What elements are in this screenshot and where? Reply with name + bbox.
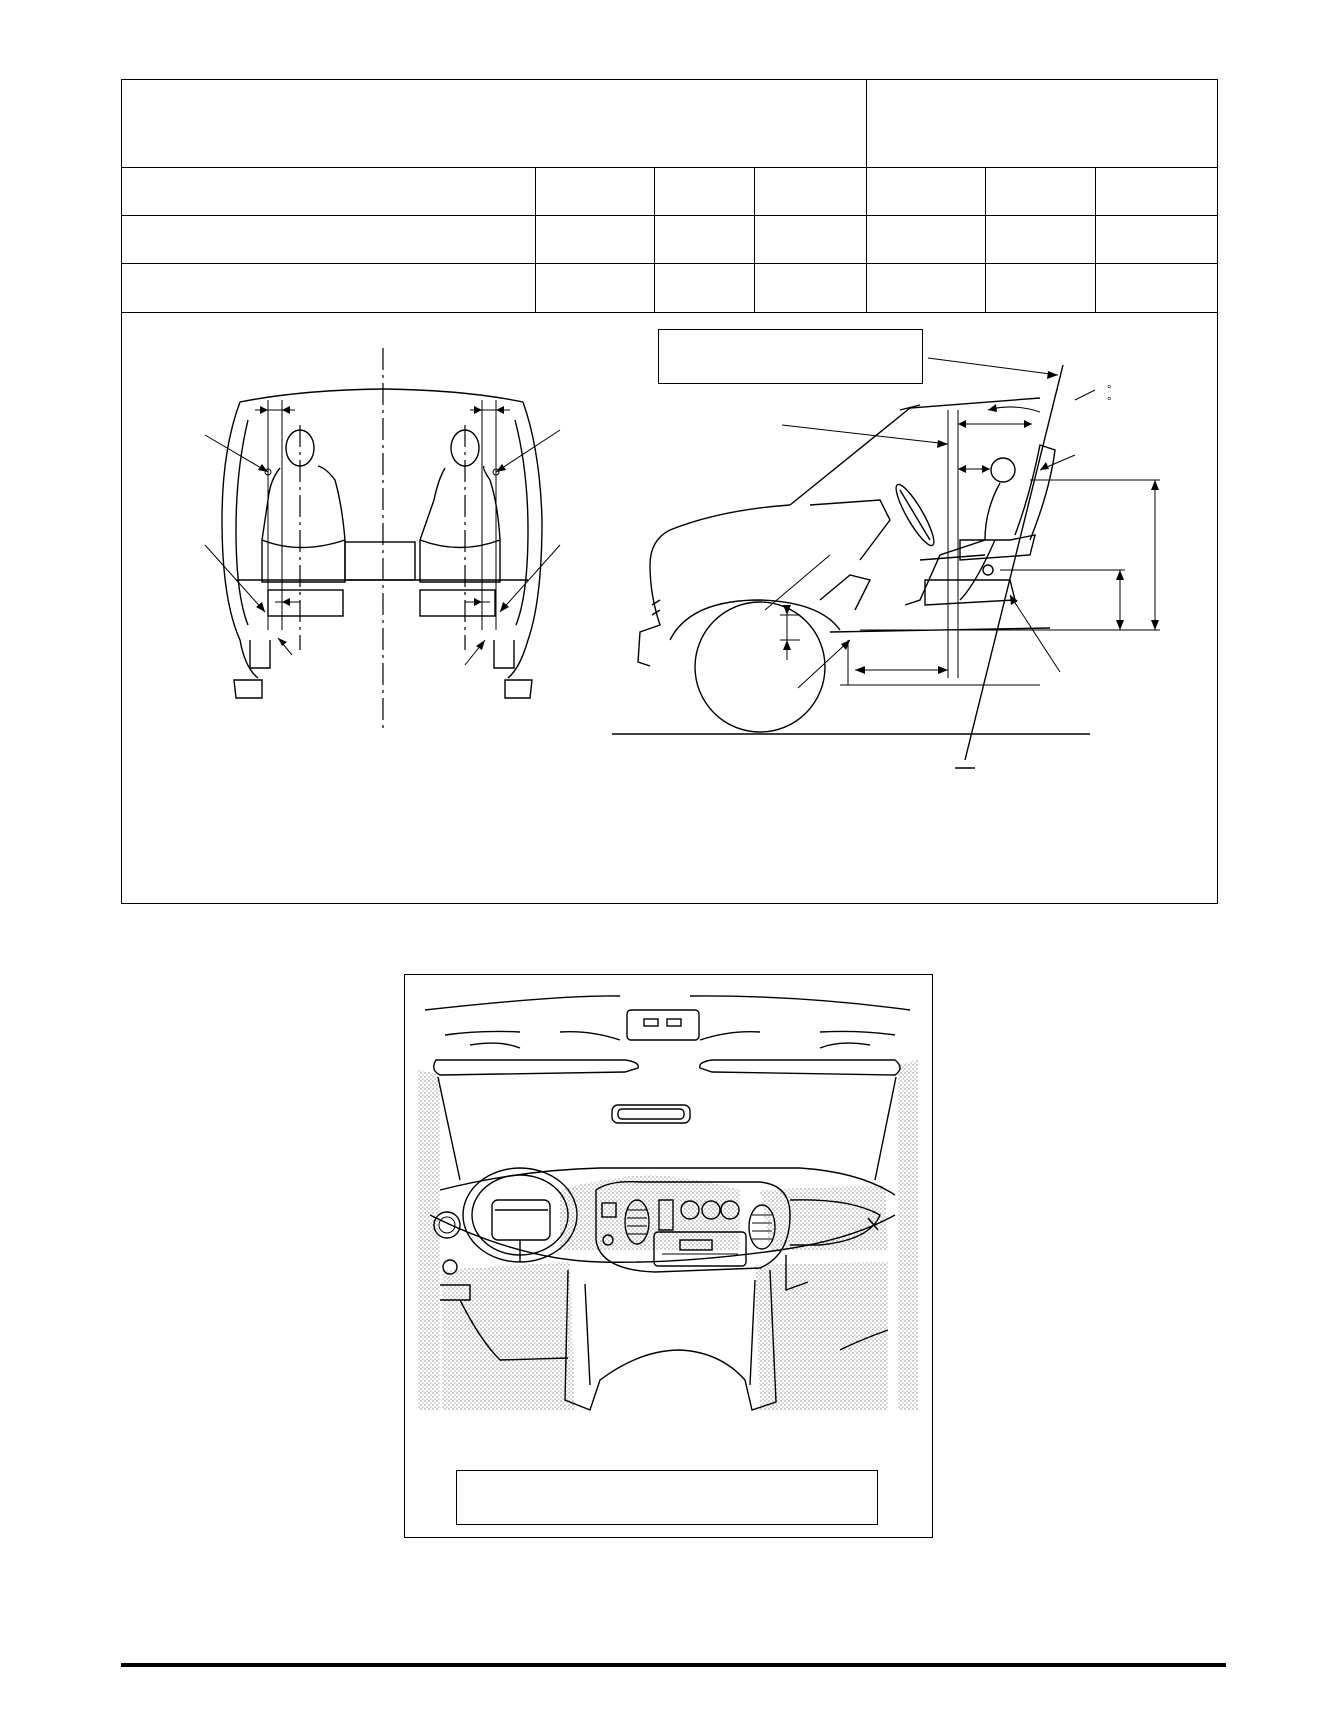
degree-mark: ° (1107, 396, 1112, 408)
footer-rule (121, 1663, 1226, 1667)
degree-mark: ° (1107, 384, 1112, 396)
instrument-panel-caption-box (456, 1470, 878, 1525)
